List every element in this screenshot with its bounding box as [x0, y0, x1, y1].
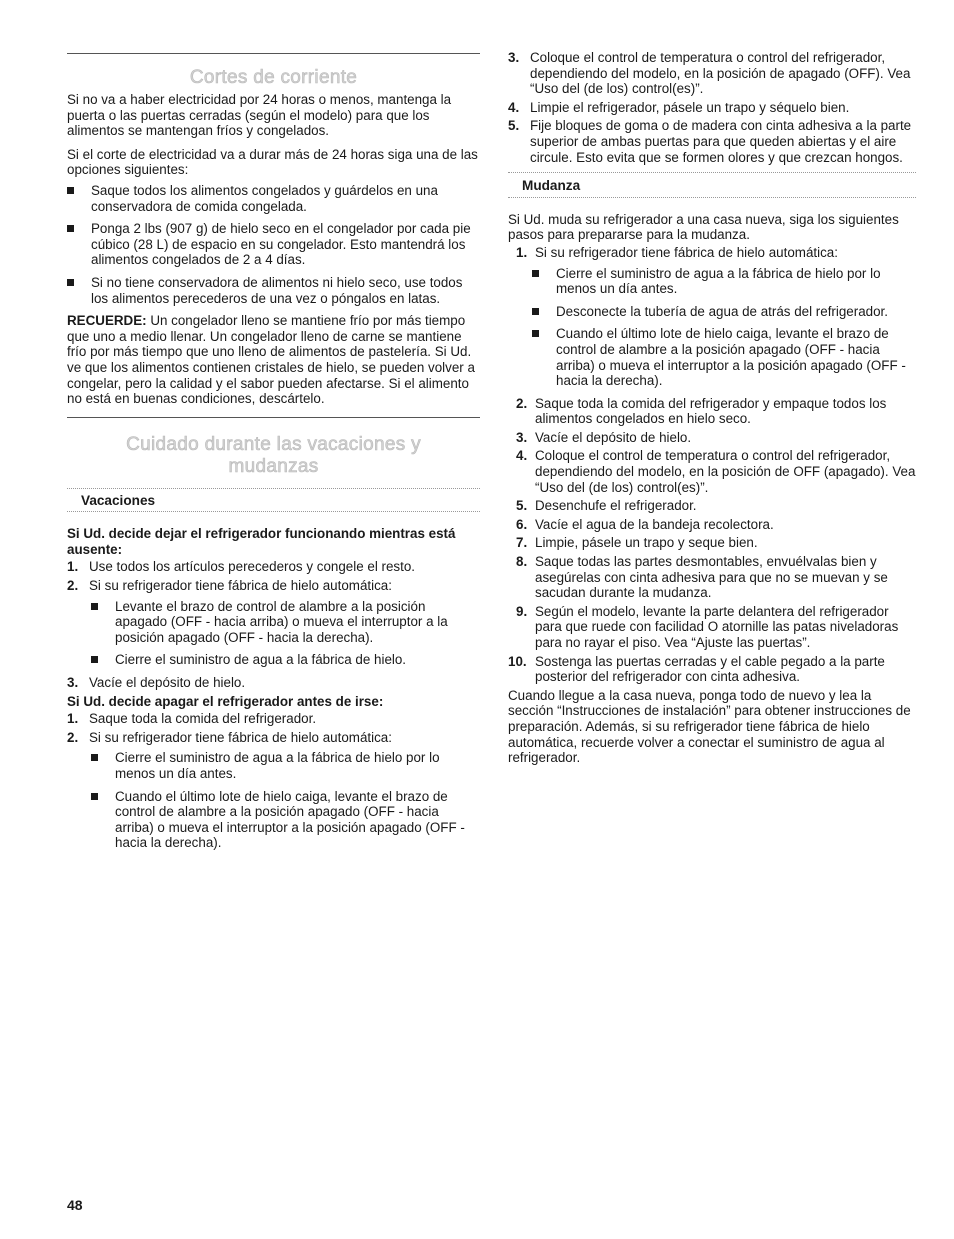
list-item: 2. Si su refrigerador tiene fábrica de hielo automática:	[67, 578, 392, 594]
list-item: Cierre el suministro de agua a la fábrica de hielo por lo menos un día antes.	[91, 750, 480, 781]
list-item: Cuando el último lote de hielo caiga, levante el brazo de control de alambre a la posición apagado (OFF - hacia arriba) o mueva el interruptor a la posición apagado (OFF - hacia la derecha).	[532, 326, 916, 388]
vacation-subhead: Vacaciones	[81, 492, 156, 508]
dotted-rule	[67, 488, 480, 489]
running-head: Si Ud. decide dejar el refrigerador funcionando mientras está ausente:	[67, 526, 456, 557]
list-item: 4. Limpie el refrigerador, pásele un trapo y séquelo bien.	[508, 99, 850, 115]
moving-closing: Cuando llegue a la casa nueva, ponga todo de nuevo y lea la sección “Instrucciones de instalación” para obtener instrucciones de preparación. Además, si su refrigerador tiene fábrica de hielo automática, recuerde volver a conectar el suministro de agua al refrigerador.	[508, 687, 911, 766]
left-column	[67, 0, 480, 858]
list-item: Si no tiene conservadora de alimentos ni hielo seco, use todos los alimentos perecederos de una vez o póngalos en latas.	[67, 275, 480, 306]
running-bullets	[67, 599, 480, 668]
list-item: Cuando el último lote de hielo caiga, levante el brazo de control de alambre a la posición apagado (OFF - hacia arriba) o mueva el interruptor a la posición apagado (OFF - hacia la derecha).	[91, 789, 480, 851]
off-steps	[67, 711, 480, 745]
list-item: Saque todos los alimentos congelados y guárdelos en una conservadora de comida congelada.	[67, 183, 480, 214]
off-steps-continued	[508, 50, 916, 165]
bullet-square-icon	[91, 603, 98, 610]
power-outage-bullets	[67, 183, 480, 306]
list-item: 5. Fije bloques de goma o de madera con cinta adhesiva a la parte superior de ambas puertas para que queden abiertas y el aire circule. Esto evita que se formen olores y que crezcan hongos.	[508, 118, 912, 165]
remember-text: Un congelador lleno se mantiene frío por más tiempo que uno a medio llenar. Un congelador lleno de carne se mantiene frío por más tiempo que uno lleno de alimentos de pastelería. Si Ud. ve que los alimentos contienen cristales de hielo, se pueden volver a congelar, pero la calidad y el sabor pueden afectarse. Si el alimento no está en buenas condiciones, descártelo.	[67, 313, 475, 407]
list-item: 2. Si su refrigerador tiene fábrica de hielo automática:	[67, 729, 392, 745]
list-item: 4. Coloque el control de temperatura o control del refrigerador, dependiendo del modelo, en la posición de OFF (apagado). Vea “Uso del (de los) control(es)”.	[516, 448, 916, 495]
list-item: 9. Según el modelo, levante la parte delantera del refrigerador para que ruede con facilidad O atornille las patas niveladoras para no rayar el piso. Vea “Ajuste las puertas”.	[516, 603, 899, 650]
list-item: Cierre el suministro de agua a la fábrica de hielo.	[91, 652, 480, 668]
bullet-square-icon	[67, 187, 74, 194]
running-step-3	[67, 675, 480, 691]
list-item: 1. Use todos los artículos perecederos y congele el resto.	[67, 559, 416, 575]
right-column	[508, 0, 916, 766]
dotted-rule	[508, 172, 916, 173]
list-item: 5. Desenchufe el refrigerador.	[516, 498, 697, 514]
list-item: 3. Vacíe el depósito de hielo.	[67, 675, 246, 691]
power-outage-p1: Si no va a haber electricidad por 24 horas o menos, mantenga la puerta o las puertas cerradas (según el modelo) para que los alimentos se mantengan fríos y congelados.	[67, 92, 452, 139]
moving-bullets	[508, 266, 916, 389]
list-item: Cierre el suministro de agua a la fábrica de hielo por lo menos un día antes.	[532, 266, 916, 297]
power-outage-p2: Si el corte de electricidad va a durar más de 24 horas siga una de las opciones siguientes:	[67, 146, 478, 178]
bullet-square-icon	[532, 330, 539, 337]
remember-label: RECUERDE:	[67, 313, 147, 329]
list-item: 6. Vacíe el agua de la bandeja recolectora.	[516, 516, 774, 532]
list-item: 7. Limpie, pásele un trapo y seque bien.	[516, 535, 758, 551]
vacation-title-line1: Cuidado durante las vacaciones y	[126, 433, 421, 455]
dotted-rule	[67, 511, 480, 512]
bullet-square-icon	[91, 754, 98, 761]
moving-step-1	[508, 245, 916, 261]
bullet-square-icon	[67, 279, 74, 286]
page-number: 48	[67, 1197, 83, 1213]
remember-note	[67, 313, 480, 407]
list-item: Ponga 2 lbs (907 g) de hielo seco en el congelador por cada pie cúbico (28 L) de espacio en su congelador. Esto mantendrá los alimentos congelados de 2 a 4 días.	[67, 221, 480, 268]
section-rule	[67, 417, 480, 418]
dotted-rule	[508, 197, 916, 198]
list-item: 3. Vacíe el depósito de hielo.	[516, 429, 692, 445]
power-outage-title: Cortes de corriente	[189, 67, 358, 88]
moving-subhead: Mudanza	[522, 178, 581, 194]
bullet-square-icon	[91, 656, 98, 663]
off-bullets	[67, 750, 480, 851]
list-item: 8. Saque todas las partes desmontables, envuélvalas bien y asegúrelas con cinta adhesiva para que no se muevan y se sacudan durante la mudanza.	[516, 554, 888, 601]
bullet-square-icon	[91, 793, 98, 800]
top-rule	[67, 53, 480, 54]
moving-steps	[508, 396, 916, 685]
bullet-square-icon	[532, 270, 539, 277]
off-head: Si Ud. decide apagar el refrigerador antes de irse:	[67, 693, 384, 709]
list-item: Levante el brazo de control de alambre a la posición apagado (OFF - hacia arriba) o mueva el interruptor a la posición apagado (OFF - hacia la derecha).	[91, 599, 480, 646]
vacation-title-line2: mudanzas	[228, 455, 319, 477]
moving-intro: Si Ud. muda su refrigerador a una casa nueva, siga los siguientes pasos para prepararse para la mudanza.	[508, 211, 899, 243]
list-item: 3. Coloque el control de temperatura o control del refrigerador, dependiendo del modelo, en la posición de apagado (OFF). Vea “Uso del (de los) control(es)”.	[508, 50, 911, 97]
list-item: 10. Sostenga las puertas cerradas y el cable pegado a la parte posterior del refrigerador con cinta adhesiva.	[508, 653, 885, 685]
running-steps	[67, 559, 480, 593]
list-item: Desconecte la tubería de agua de atrás del refrigerador.	[532, 304, 916, 320]
list-item: 2. Saque toda la comida del refrigerador y empaque todos los alimentos congelados en hielo seco.	[516, 395, 887, 427]
bullet-square-icon	[67, 225, 74, 232]
list-item: 1. Si su refrigerador tiene fábrica de hielo automática:	[516, 244, 838, 260]
list-item: 1. Saque toda la comida del refrigerador.	[67, 711, 317, 727]
bullet-square-icon	[532, 308, 539, 315]
